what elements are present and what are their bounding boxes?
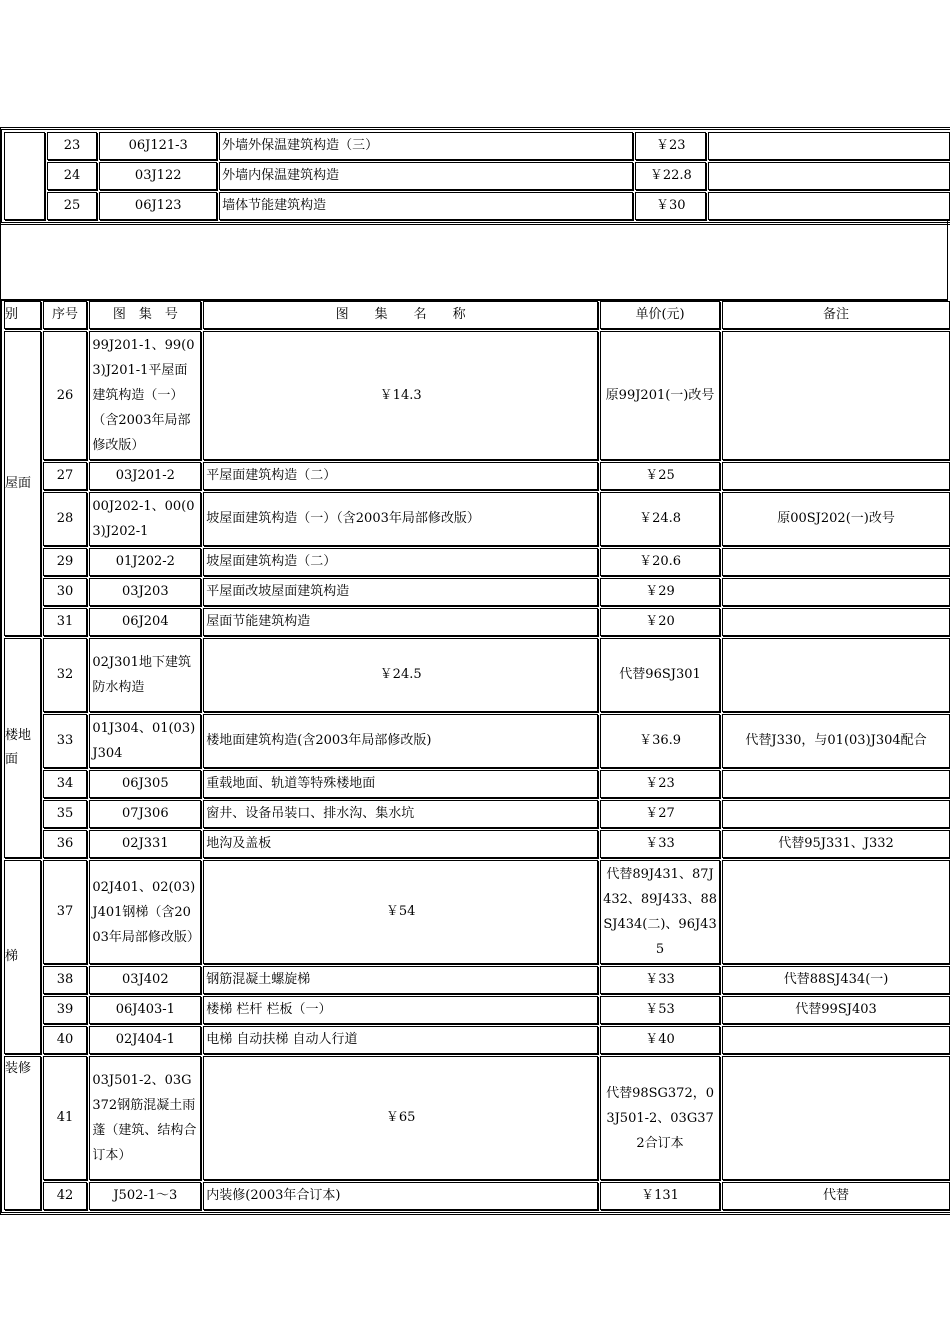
atlas-name: 墙体节能建筑构造 bbox=[219, 192, 633, 220]
atlas-name: 楼地面建筑构造(含2003年局部修改版) bbox=[203, 714, 598, 768]
unit-price: ￥33 bbox=[600, 966, 720, 994]
table-row bbox=[4, 1026, 950, 1054]
row-number: 37 bbox=[43, 860, 88, 964]
blank-section bbox=[0, 219, 948, 301]
table-row bbox=[4, 192, 950, 220]
unit-price: ￥36.9 bbox=[600, 714, 720, 768]
row-number: 33 bbox=[43, 714, 88, 768]
remark: 代替J330，与01(03)J304配合 bbox=[722, 714, 950, 768]
remark: 代替95J331、J332 bbox=[722, 830, 950, 858]
row-number: 25 bbox=[47, 192, 98, 220]
remark bbox=[722, 1026, 950, 1054]
unit-price: ￥54 bbox=[203, 860, 598, 964]
row-number: 23 bbox=[47, 132, 98, 160]
unit-price: ￥33 bbox=[600, 830, 720, 858]
remark bbox=[708, 162, 950, 190]
unit-price: ￥14.3 bbox=[203, 331, 598, 460]
atlas-code: 03J201-2 bbox=[89, 462, 201, 490]
row-number: 28 bbox=[43, 492, 88, 546]
atlas-code: 06J403-1 bbox=[89, 996, 201, 1024]
table-row bbox=[4, 1056, 950, 1180]
table-row bbox=[4, 714, 950, 768]
atlas-code: 03J402 bbox=[89, 966, 201, 994]
header-row bbox=[4, 301, 950, 329]
remark bbox=[722, 548, 950, 576]
remark bbox=[722, 800, 950, 828]
atlas-name: 地沟及盖板 bbox=[203, 830, 598, 858]
atlas-name: 内装修(2003年合订本) bbox=[203, 1182, 598, 1210]
remark bbox=[708, 192, 950, 220]
row-number: 42 bbox=[43, 1182, 88, 1210]
unit-price: ￥30 bbox=[635, 192, 706, 220]
remark: 代替89J431、87J432、89J433、88SJ434(二)、96J435 bbox=[600, 860, 720, 964]
remark: 代替96SJ301 bbox=[600, 638, 720, 712]
unit-price: ￥25 bbox=[600, 462, 720, 490]
remark bbox=[722, 578, 950, 606]
unit-price: ￥20 bbox=[600, 608, 720, 636]
row-number: 39 bbox=[43, 996, 88, 1024]
atlas-code: 02J404-1 bbox=[89, 1026, 201, 1054]
row-number: 30 bbox=[43, 578, 88, 606]
row-number: 38 bbox=[43, 966, 88, 994]
remark: 代替98SG372，03J501-2、03G372合订本 bbox=[600, 1056, 720, 1180]
table-row bbox=[4, 800, 950, 828]
atlas-name: 屋面节能建筑构造 bbox=[203, 608, 598, 636]
table-row bbox=[4, 770, 950, 798]
header-category: 别 bbox=[4, 301, 41, 329]
atlas-code: J502-1～3 bbox=[89, 1182, 201, 1210]
row-number: 29 bbox=[43, 548, 88, 576]
atlas-name: 窗井、设备吊装口、排水沟、集水坑 bbox=[203, 800, 598, 828]
header-name: 图 集 名 称 bbox=[203, 301, 598, 329]
table-row bbox=[4, 492, 950, 546]
row-number: 27 bbox=[43, 462, 88, 490]
atlas-name: 坡屋面建筑构造（二） bbox=[203, 548, 598, 576]
atlas-code: 01J304、01(03)J304 bbox=[89, 714, 201, 768]
category-decoration: 装修 bbox=[4, 1056, 41, 1210]
atlas-name: 钢筋混凝土螺旋梯 bbox=[203, 966, 598, 994]
remark: 原99J201(一)改号 bbox=[600, 331, 720, 460]
atlas-name: 重载地面、轨道等特殊楼地面 bbox=[203, 770, 598, 798]
unit-price: ￥27 bbox=[600, 800, 720, 828]
remark: 代替 bbox=[722, 1182, 950, 1210]
table-row bbox=[4, 608, 950, 636]
unit-price: ￥53 bbox=[600, 996, 720, 1024]
category-roof: 屋面 bbox=[4, 331, 41, 636]
atlas-name: 外墙内保温建筑构造 bbox=[219, 162, 633, 190]
remark: 代替99SJ403 bbox=[722, 996, 950, 1024]
atlas-name: 楼梯 栏杆 栏板（一） bbox=[203, 996, 598, 1024]
atlas-code: 02J401、02(03)J401钢梯（含2003年局部修改版） bbox=[89, 860, 201, 964]
category-floor: 楼地面 bbox=[4, 638, 41, 858]
extra-cell bbox=[722, 1056, 950, 1180]
atlas-name: 电梯 自动扶梯 自动人行道 bbox=[203, 1026, 598, 1054]
row-number: 40 bbox=[43, 1026, 88, 1054]
table-row bbox=[4, 162, 950, 190]
table-row bbox=[4, 132, 950, 160]
unit-price: ￥20.6 bbox=[600, 548, 720, 576]
atlas-name: 外墙外保温建筑构造（三） bbox=[219, 132, 633, 160]
unit-price: ￥23 bbox=[600, 770, 720, 798]
row-number: 24 bbox=[47, 162, 98, 190]
table-row bbox=[4, 638, 950, 712]
extra-cell bbox=[722, 638, 950, 712]
remark bbox=[708, 132, 950, 160]
atlas-code: 99J201-1、99(03)J201-1平屋面建筑构造（一）（含2003年局部修改版） bbox=[89, 331, 201, 460]
atlas-code: 02J331 bbox=[89, 830, 201, 858]
category-cell bbox=[4, 132, 45, 220]
row-number: 34 bbox=[43, 770, 88, 798]
unit-price: ￥24.8 bbox=[600, 492, 720, 546]
table-row bbox=[4, 966, 950, 994]
table-row bbox=[4, 578, 950, 606]
table-row bbox=[4, 331, 950, 460]
atlas-code: 00J202-1、00(03)J202-1 bbox=[89, 492, 201, 546]
unit-price: ￥65 bbox=[203, 1056, 598, 1180]
unit-price: ￥40 bbox=[600, 1026, 720, 1054]
atlas-code: 02J301地下建筑防水构造 bbox=[89, 638, 201, 712]
table-row bbox=[4, 462, 950, 490]
atlas-name: 平屋面建筑构造（二） bbox=[203, 462, 598, 490]
remark bbox=[722, 608, 950, 636]
atlas-code: 03J122 bbox=[99, 162, 217, 190]
extra-cell bbox=[722, 331, 950, 460]
atlas-code: 03J501-2、03G372钢筋混凝土雨蓬（建筑、结构合订本） bbox=[89, 1056, 201, 1180]
atlas-code: 07J306 bbox=[89, 800, 201, 828]
unit-price: ￥23 bbox=[635, 132, 706, 160]
table-row bbox=[4, 548, 950, 576]
atlas-code: 06J123 bbox=[99, 192, 217, 220]
category-stair: 梯 bbox=[4, 860, 41, 1054]
header-code: 图 集 号 bbox=[89, 301, 201, 329]
table-row bbox=[4, 1182, 950, 1210]
row-number: 41 bbox=[43, 1056, 88, 1180]
header-note: 备注 bbox=[722, 301, 950, 329]
unit-price: ￥131 bbox=[600, 1182, 720, 1210]
remark: 代替88SJ434(一) bbox=[722, 966, 950, 994]
atlas-code: 06J121-3 bbox=[99, 132, 217, 160]
row-number: 35 bbox=[43, 800, 88, 828]
row-number: 31 bbox=[43, 608, 88, 636]
atlas-code: 01J202-2 bbox=[89, 548, 201, 576]
top-table-fragment bbox=[0, 127, 950, 225]
row-number: 36 bbox=[43, 830, 88, 858]
row-number: 32 bbox=[43, 638, 88, 712]
remark: 原00SJ202(一)改号 bbox=[722, 492, 950, 546]
row-number: 26 bbox=[43, 331, 88, 460]
atlas-name: 平屋面改坡屋面建筑构造 bbox=[203, 578, 598, 606]
extra-cell bbox=[722, 860, 950, 964]
atlas-code: 06J305 bbox=[89, 770, 201, 798]
unit-price: ￥22.8 bbox=[635, 162, 706, 190]
atlas-code: 06J204 bbox=[89, 608, 201, 636]
unit-price: ￥29 bbox=[600, 578, 720, 606]
remark bbox=[722, 462, 950, 490]
unit-price: ￥24.5 bbox=[203, 638, 598, 712]
table-row bbox=[4, 996, 950, 1024]
main-table bbox=[0, 299, 950, 1215]
header-price: 单价(元) bbox=[600, 301, 720, 329]
header-number: 序号 bbox=[43, 301, 88, 329]
table-row bbox=[4, 860, 950, 964]
atlas-name: 坡屋面建筑构造（一）（含2003年局部修改版） bbox=[203, 492, 598, 546]
atlas-code: 03J203 bbox=[89, 578, 201, 606]
remark bbox=[722, 770, 950, 798]
table-row bbox=[4, 830, 950, 858]
